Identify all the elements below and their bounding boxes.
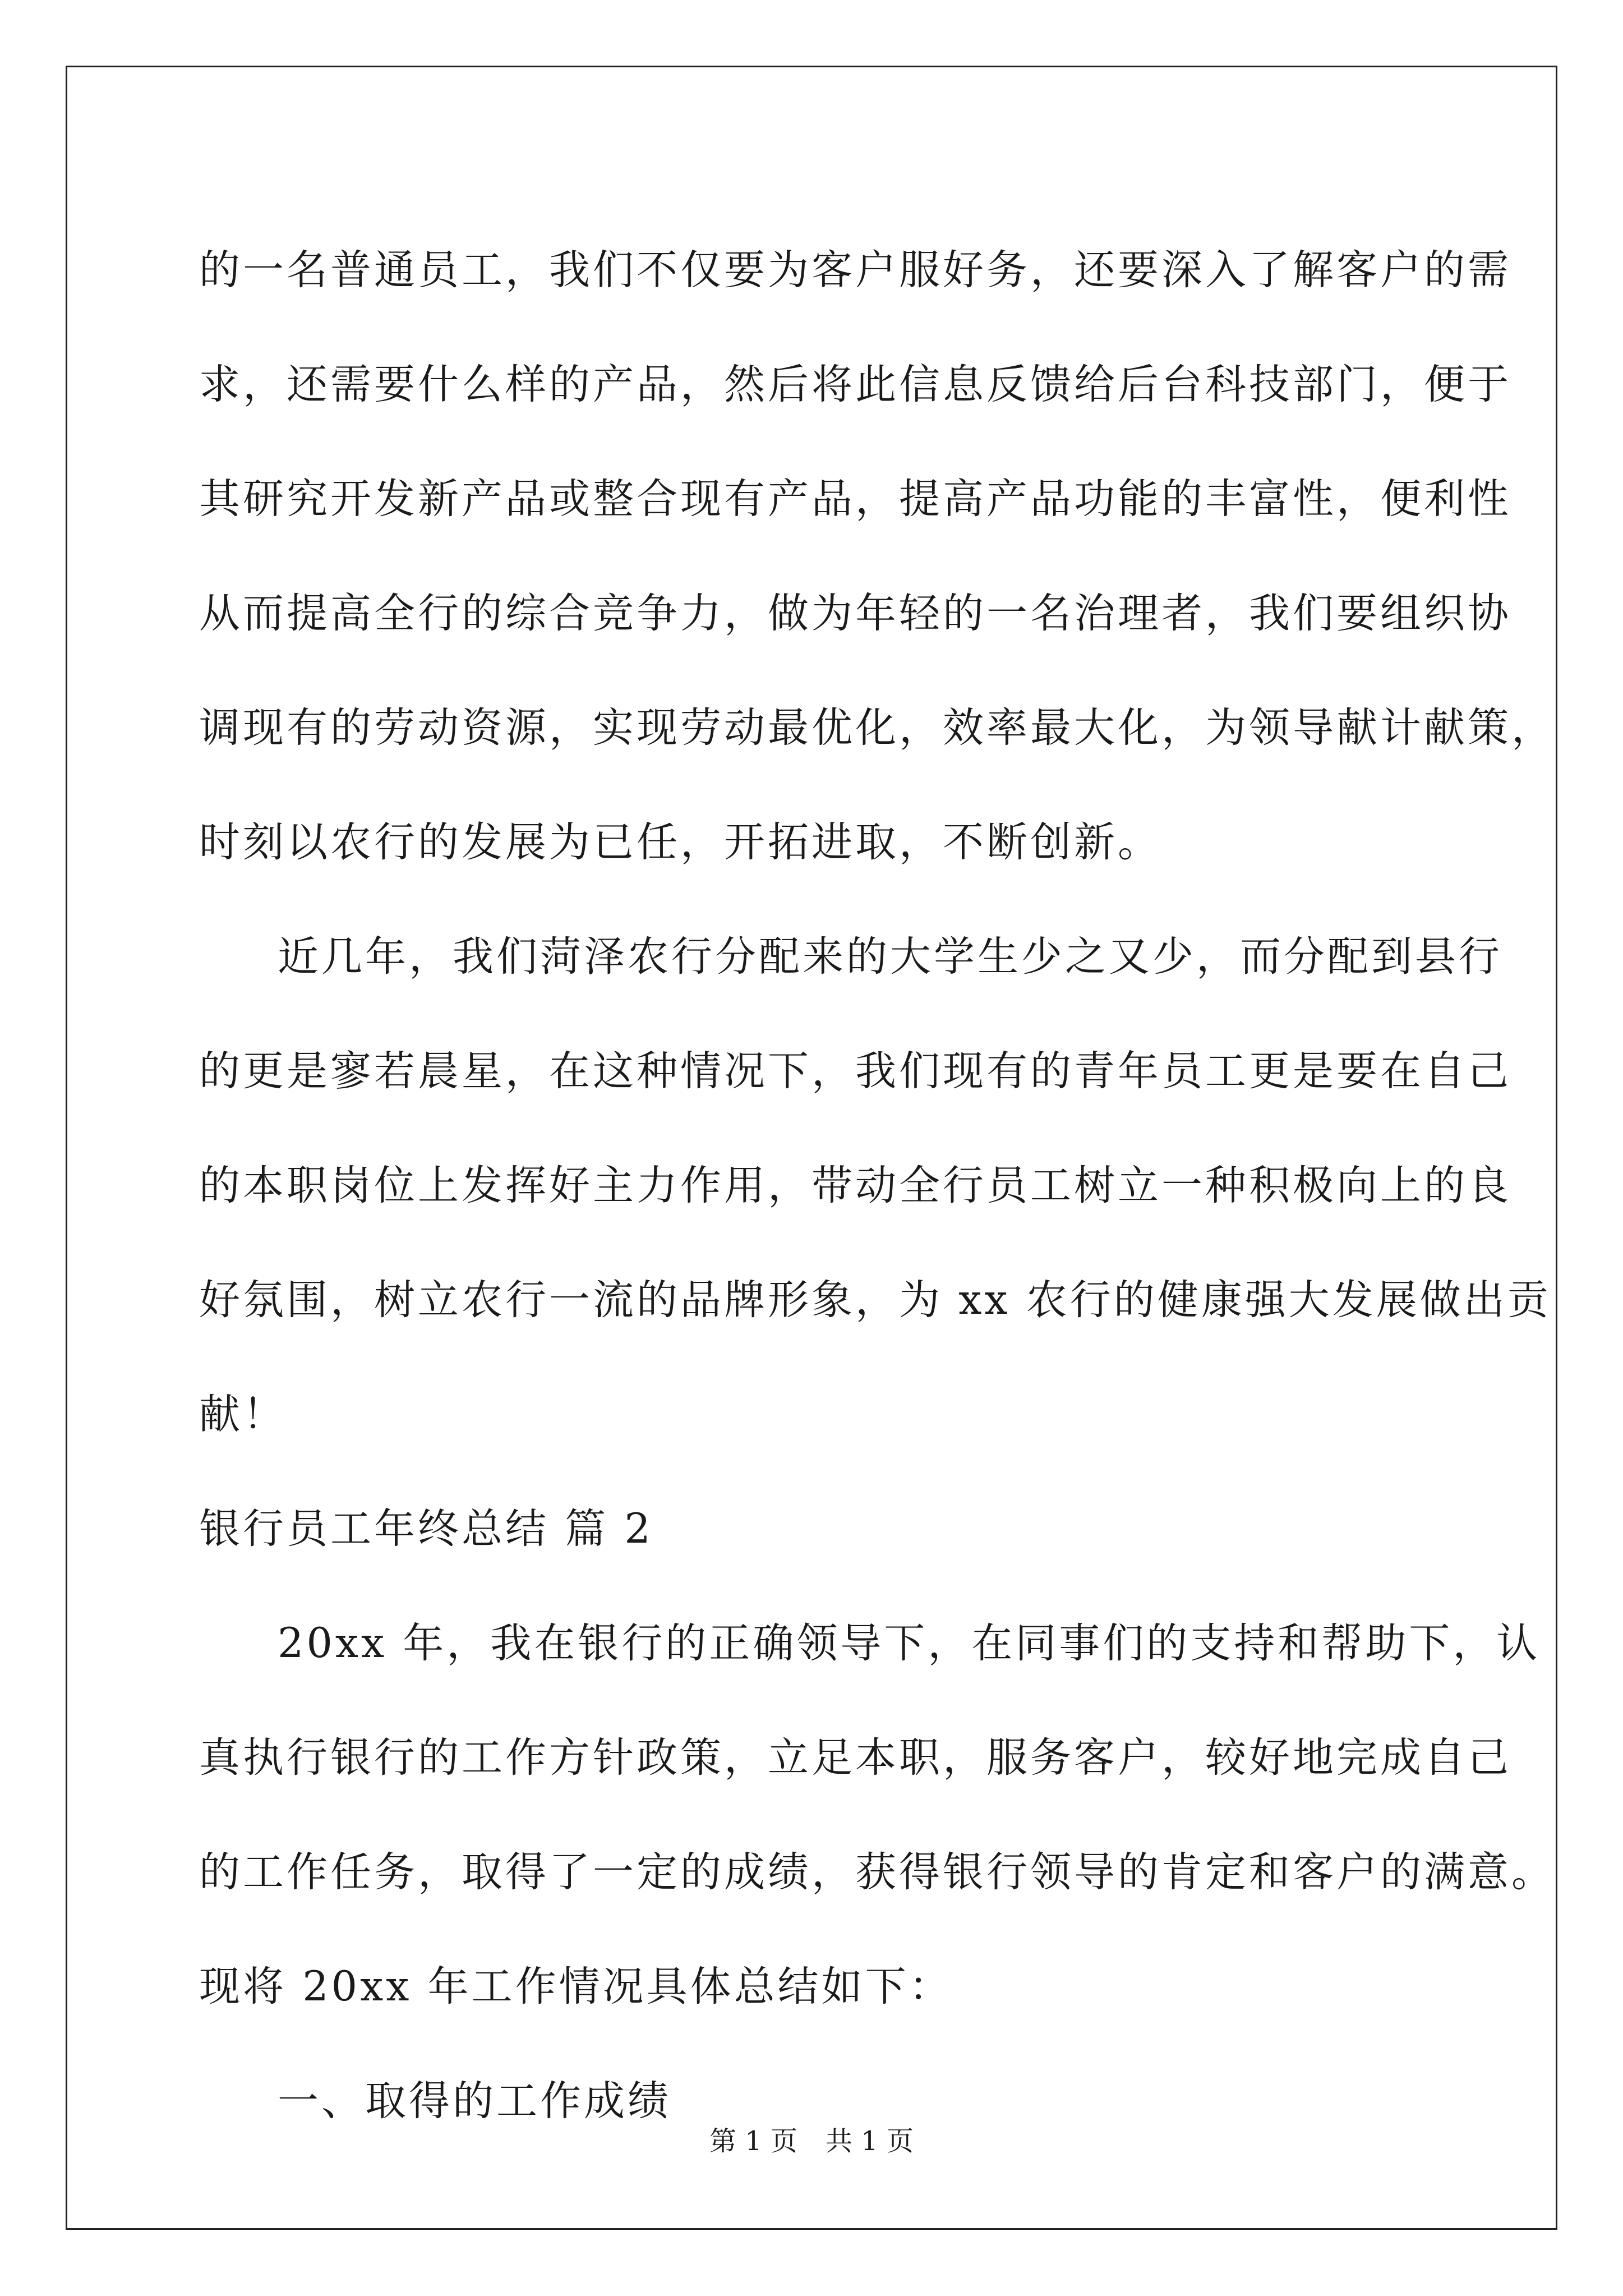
section-heading: 银行员工年终总结 篇 2	[199, 1505, 653, 1553]
text-line: 从而提高全行的综合竞争力，做为年轻的一名治理者，我们要组织协	[199, 590, 1511, 637]
text-line: 时刻以农行的发展为已任，开拓进取，不断创新。	[199, 818, 1161, 866]
text-line: 的一名普通员工，我们不仅要为客户服好务，还要深入了解客户的需	[199, 246, 1511, 294]
text-line: 献！	[199, 1391, 287, 1438]
text-line: 调现有的劳动资源，实现劳动最优化，效率最大化，为领导献计献策，	[199, 704, 1555, 752]
text-line: 的更是寥若晨星，在这种情况下，我们现有的青年员工更是要在自己	[199, 1047, 1511, 1095]
document-body	[199, 213, 1555, 2159]
text-line: 真执行银行的工作方针政策，立足本职，服务客户，较好地完成自己	[199, 1734, 1511, 1782]
page-footer	[0, 2124, 1623, 2158]
paragraph-start-line: 近几年，我们菏泽农行分配来的大学生少之又少，而分配到县行	[278, 933, 1502, 981]
text-line: 现将 20xx 年工作情况具体总结如下：	[199, 1963, 953, 2010]
page-number-current: 第 1 页	[709, 2125, 797, 2157]
subsection-heading: 一、取得的工作成绩	[278, 2077, 671, 2125]
text-line: 的工作任务，取得了一定的成绩，获得银行领导的肯定和客户的满意。	[199, 1848, 1555, 1896]
paragraph-start-line: 20xx 年，我在银行的正确领导下，在同事们的支持和帮助下，认	[278, 1619, 1541, 1667]
text-line: 的本职岗位上发挥好主力作用，带动全行员工树立一种积极向上的良	[199, 1162, 1511, 1209]
text-line: 好氛围，树立农行一流的品牌形象，为 xx 农行的健康强大发展做出贡	[199, 1276, 1551, 1324]
page-number-total: 共 1 页	[826, 2125, 914, 2157]
text-line: 求，还需要什么样的产品，然后将此信息反馈给后台科技部门，便于	[199, 361, 1511, 408]
text-line: 其研究开发新产品或整合现有产品，提高产品功能的丰富性，便利性	[199, 475, 1511, 523]
